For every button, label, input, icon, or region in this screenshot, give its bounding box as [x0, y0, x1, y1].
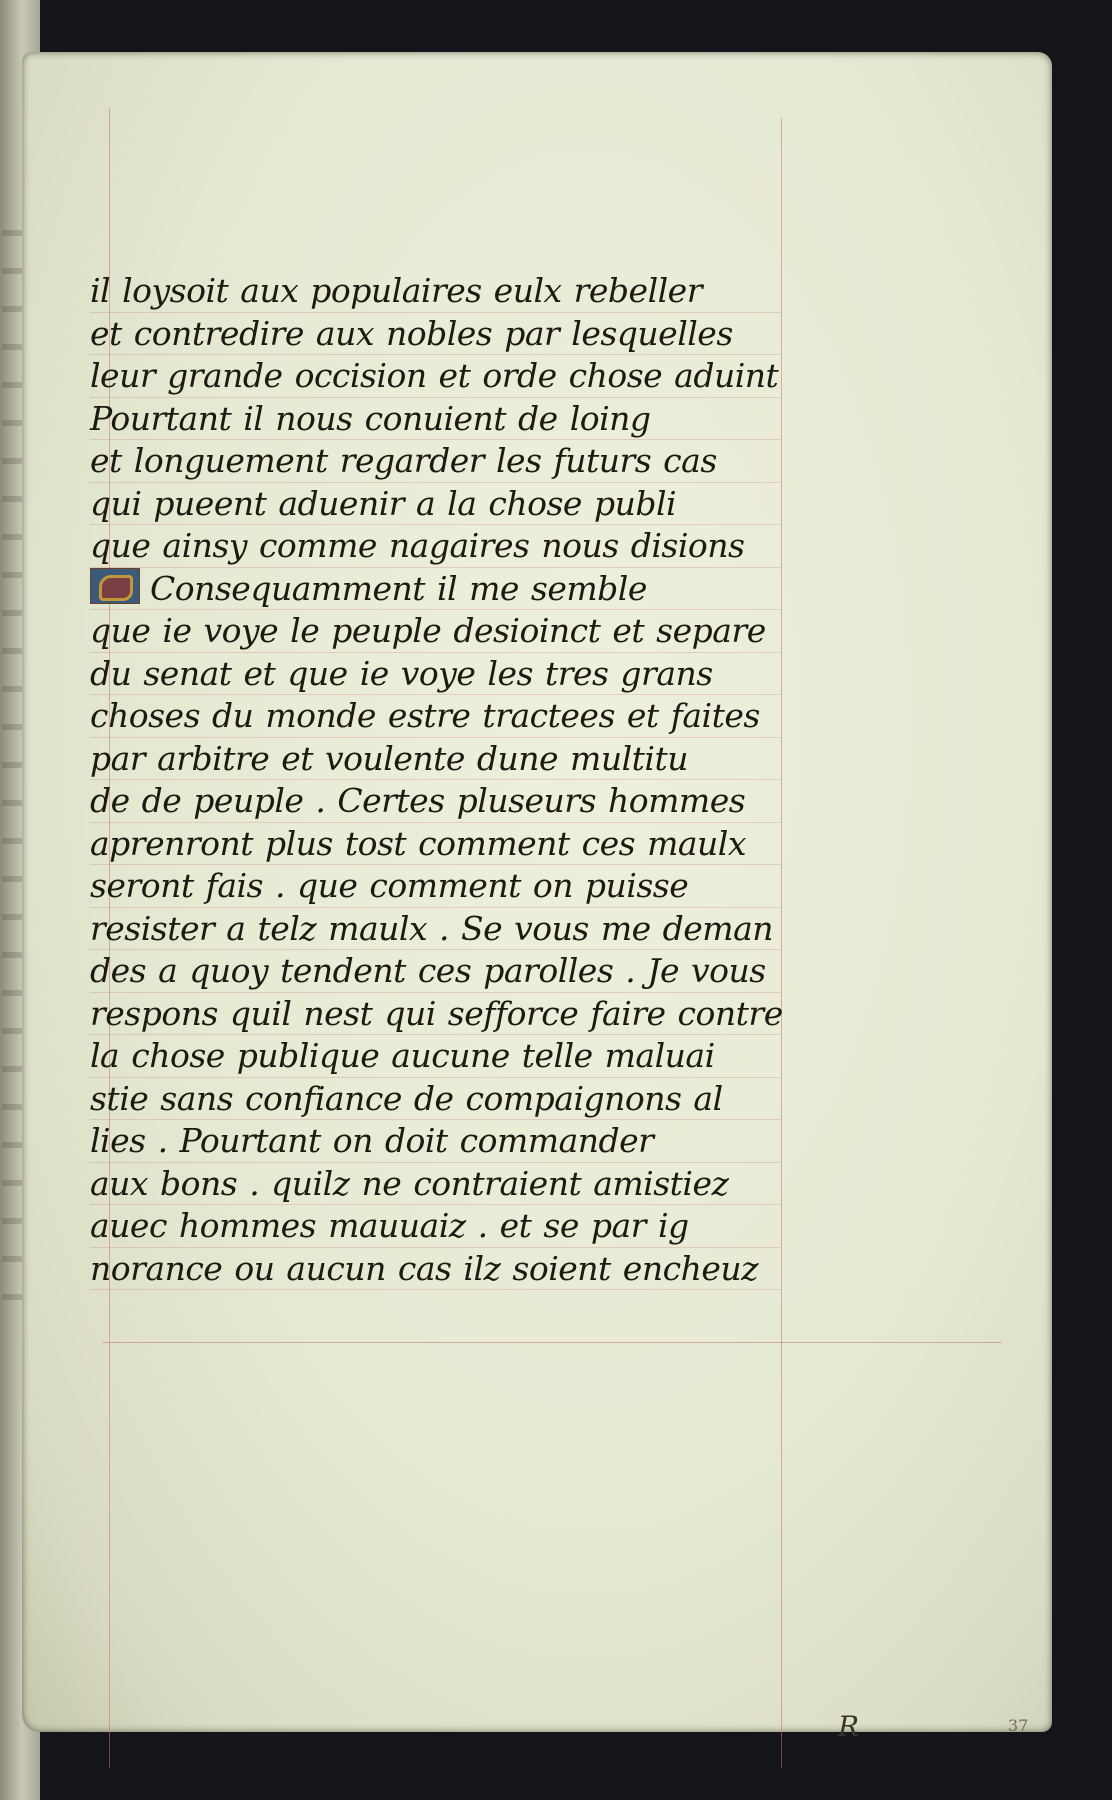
text-line: du senat et que ie voye les tres grans	[90, 653, 780, 696]
text-line: la chose publique aucune telle maluai	[90, 1035, 780, 1078]
text-line: norance ou aucun cas ilz soient encheuz	[90, 1248, 780, 1291]
text-line: choses du monde estre tractees et faites	[90, 695, 780, 738]
text-line: des a quoy tendent ces parolles . Je vous	[90, 950, 780, 993]
text-line: stie sans confiance de compaignons al	[90, 1078, 780, 1121]
text-line: et longuement regarder les futurs cas	[90, 440, 780, 483]
text-line: lies . Pourtant on doit commander	[90, 1120, 780, 1163]
text-line: auec hommes mauuaiz . et se par ig	[90, 1205, 780, 1248]
text-line: leur grande occision et orde chose aduint	[90, 355, 780, 398]
text-line: par arbitre et voulente dune multitu	[90, 738, 780, 781]
text-line: seront fais . que comment on puisse	[90, 865, 780, 908]
text-line: Consequamment il me semble	[90, 568, 780, 611]
folio-number: 37	[1008, 1716, 1029, 1735]
text-line: qui pueent aduenir a la chose publi	[90, 483, 780, 526]
text-line: aprenront plus tost comment ces maulx	[90, 823, 780, 866]
manuscript-text-block	[90, 270, 783, 1290]
text-line: que ie voye le peuple desioinct et separe	[90, 610, 780, 653]
text-line: aux bons . quilz ne contraient amistiez	[90, 1163, 780, 1206]
text-line: resister a telz maulx . Se vous me deman	[90, 908, 780, 951]
text-line: Pourtant il nous conuient de loing	[90, 398, 780, 441]
right-margin-ruling	[781, 118, 782, 1768]
text-line: respons quil nest qui sefforce faire contre	[90, 993, 780, 1036]
text-line: et contredire aux nobles par lesquelles	[90, 313, 780, 356]
text-line: de de peuple . Certes pluseurs hommes	[90, 780, 780, 823]
decorated-initial-icon	[90, 568, 140, 604]
text-line: il loysoit aux populaires eulx rebeller	[90, 270, 780, 313]
text-line: que ainsy comme nagaires nous disions	[90, 525, 780, 568]
bottom-text-ruling	[102, 1342, 1002, 1343]
catchword: R	[838, 1710, 860, 1743]
